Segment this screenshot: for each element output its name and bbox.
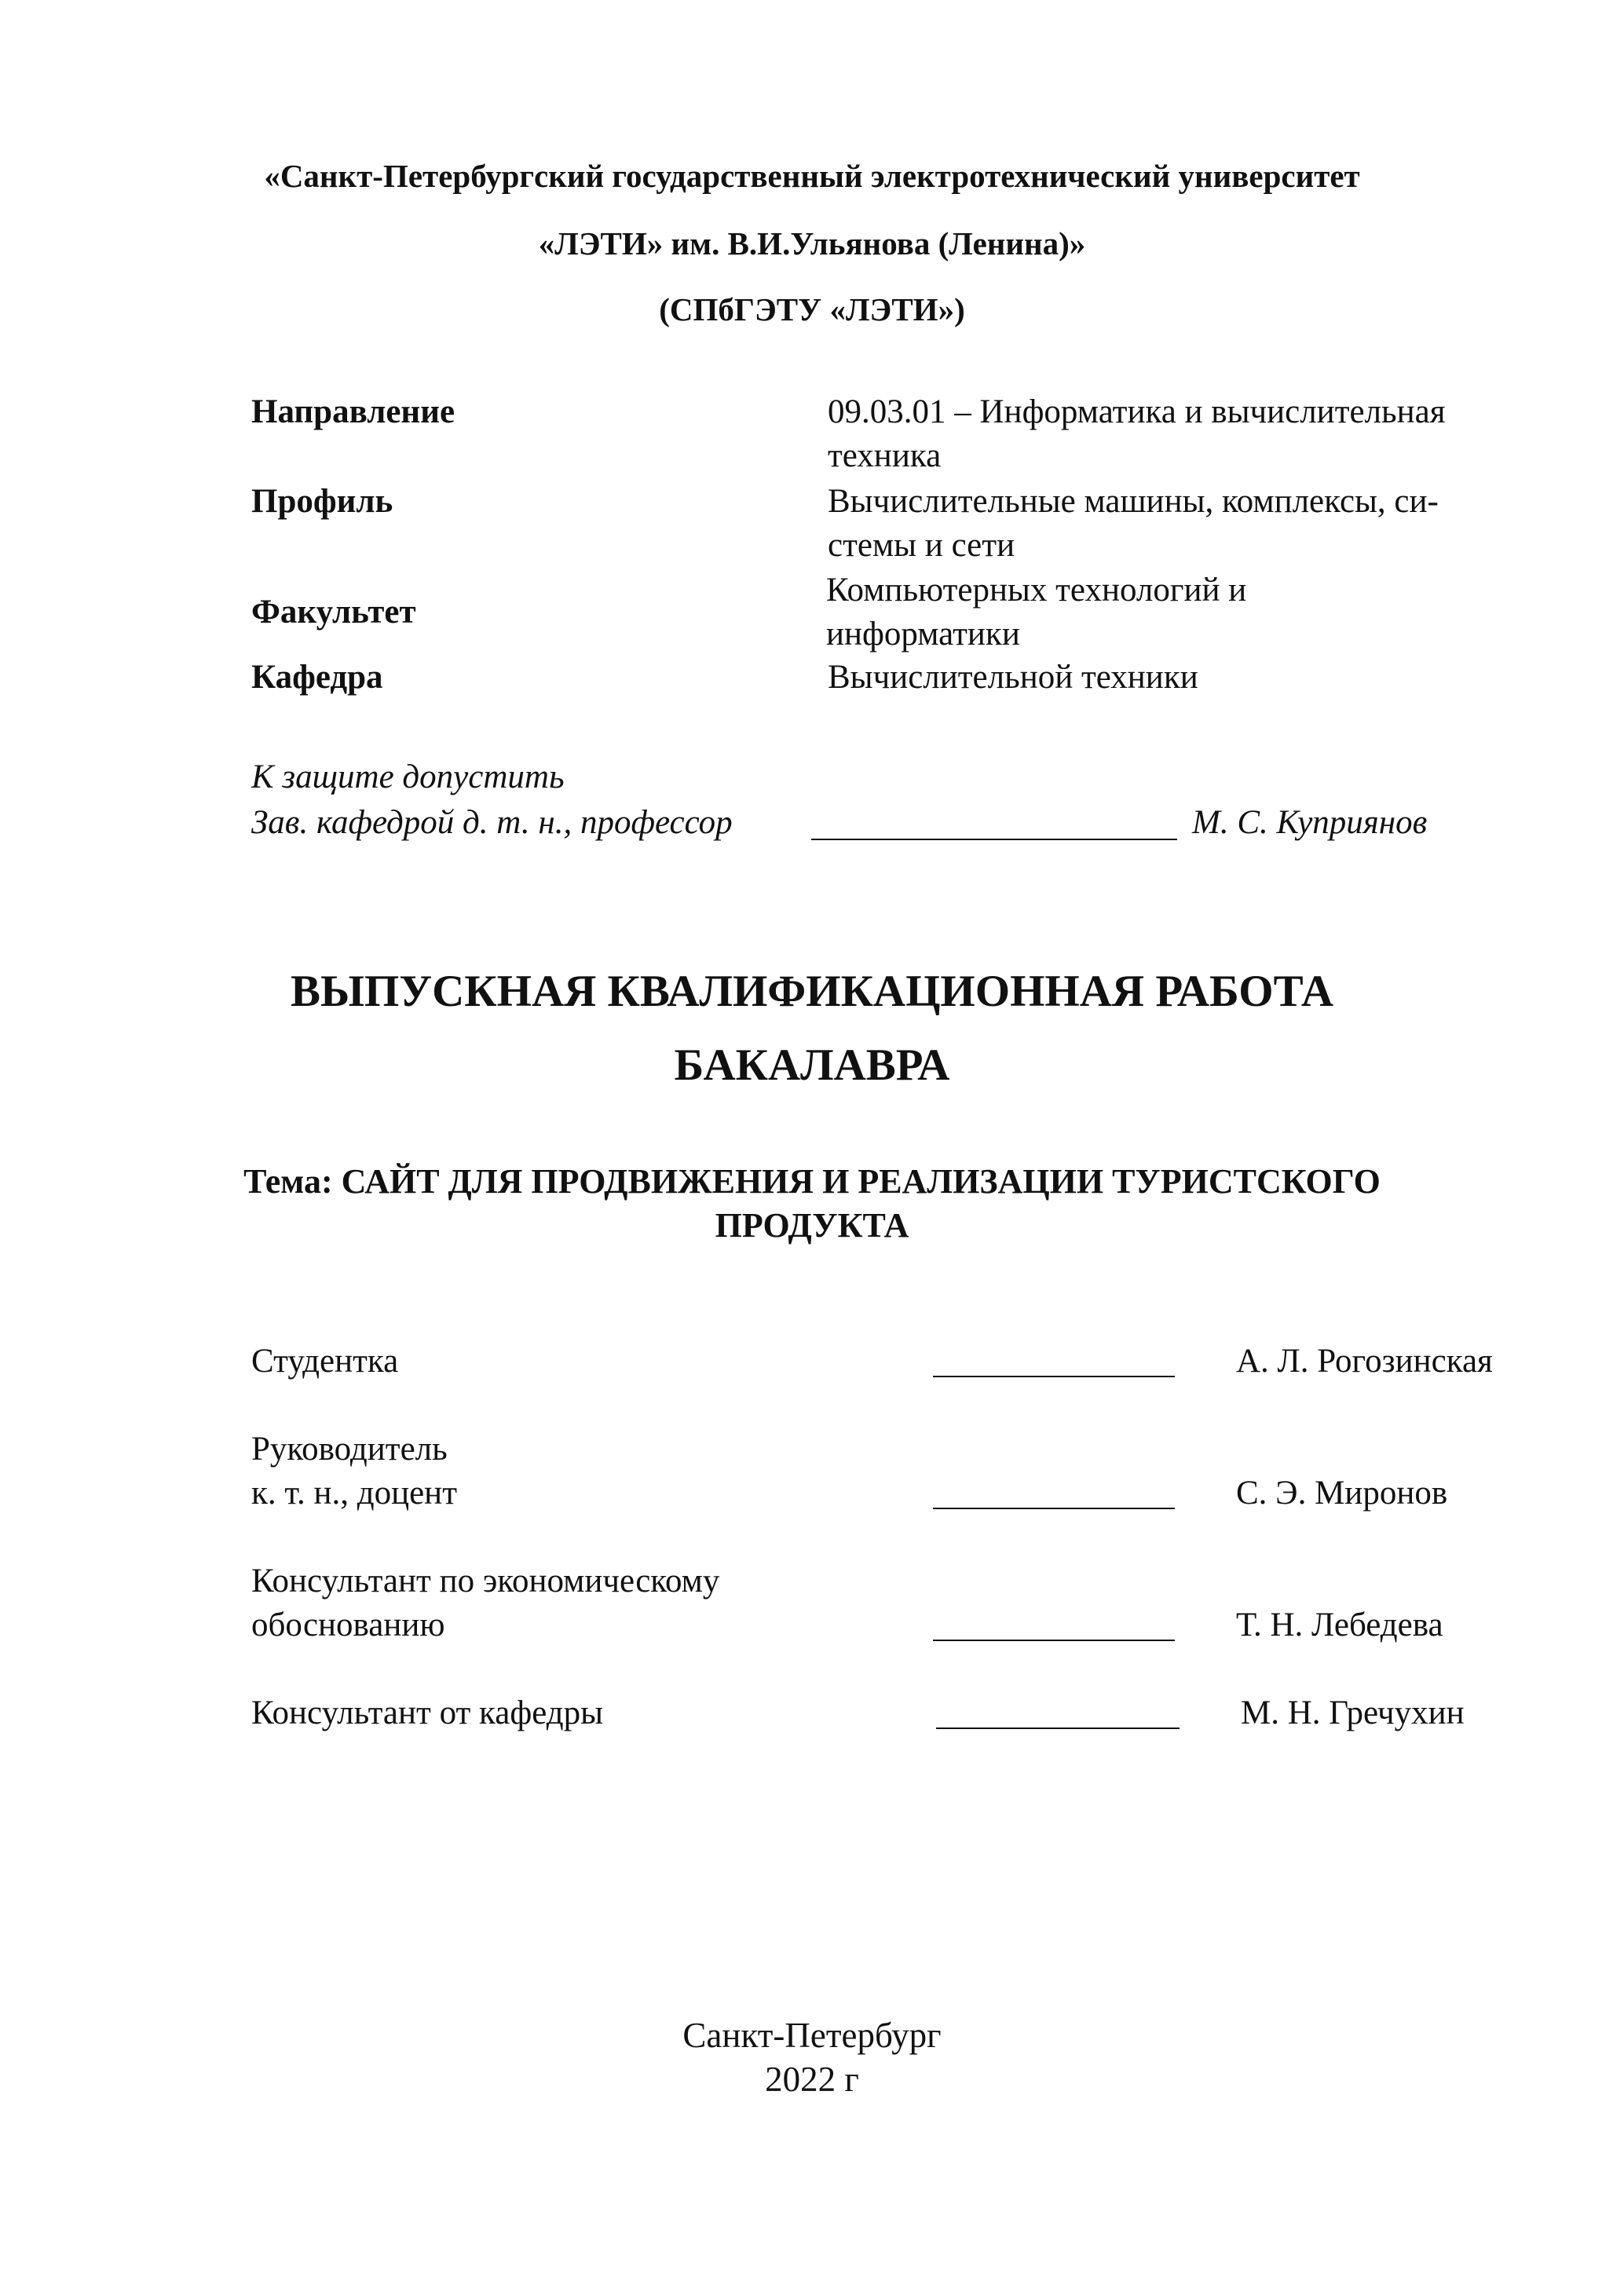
signature-name: А. Л. Рогозинская [1236,1343,1493,1380]
year: 2022 г [765,2060,859,2099]
signature-name: М. Н. Гречухин [1241,1695,1465,1731]
university-abbreviation: (СПбГЭТУ «ЛЭТИ») [659,291,965,327]
info-value-cont: техника [828,437,942,474]
thesis-topic-cont: ПРОДУКТА [715,1206,909,1245]
signature-role: Консультант по экономическому [251,1563,720,1600]
info-value: Вычислительные машины, комплексы, си- [828,483,1439,520]
info-value: Вычислительной техники [828,659,1198,696]
signature-role-cont: к. т. н., доцент [251,1475,457,1512]
info-value-cont: информатики [826,616,1020,653]
approval-role: Зав. кафедрой д. т. н., профессор [251,804,733,841]
signature-role: Консультант от кафедры [251,1695,604,1731]
document-title-cont: БАКАЛАВРА [674,1040,950,1090]
signature-name: С. Э. Миронов [1236,1475,1448,1512]
info-label: Факультет [251,594,416,631]
signature-line [933,1640,1175,1641]
document-title: ВЫПУСКНАЯ КВАЛИФИКАЦИОННАЯ РАБОТА [290,967,1333,1016]
approval-name: М. С. Куприянов [1192,804,1428,841]
info-label: Кафедра [251,659,383,696]
signature-role: Студентка [251,1343,399,1380]
city: Санкт-Петербург [682,2016,942,2055]
approval-signature-line [811,839,1177,840]
info-label: Профиль [251,483,393,520]
signature-line [936,1727,1180,1729]
signature-name: Т. Н. Лебедева [1236,1607,1443,1643]
info-label: Направление [251,393,455,430]
approval-caption: К защите допустить [251,759,565,795]
university-name-line2: «ЛЭТИ» им. В.И.Ульянова (Ленина)» [538,225,1086,261]
signature-line [933,1376,1175,1377]
thesis-topic: Тема: САЙТ ДЛЯ ПРОДВИЖЕНИЯ И РЕАЛИЗАЦИИ ТУРИСТСКОГО [243,1162,1381,1201]
signature-role: Руководитель [251,1431,448,1468]
university-name-line1: «Санкт-Петербургский государственный электротехнический университет [264,158,1360,194]
signature-role-cont: обоснованию [251,1607,445,1643]
info-value-cont: стемы и сети [828,527,1015,564]
signature-line [933,1508,1175,1509]
info-value: Компьютерных технологий и [826,572,1247,609]
info-value: 09.03.01 – Информатика и вычислительная [828,393,1446,430]
